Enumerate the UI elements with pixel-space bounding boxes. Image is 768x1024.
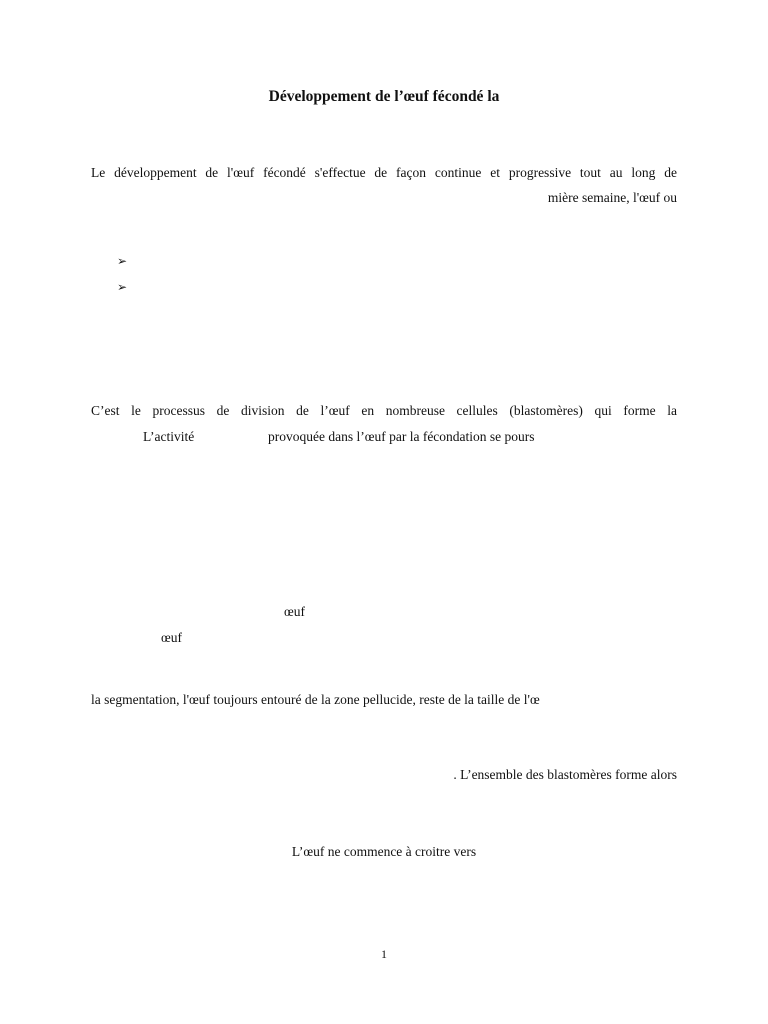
paragraph-3: la segmentation, l'œuf toujours entouré de la zone pellucide, reste de la taille de l'œ	[91, 692, 540, 707]
paragraph-2-line-2: provoquée dans l’œuf par la fécondation se pours	[268, 429, 535, 444]
paragraph-2-activity-word: L’activité	[143, 429, 195, 444]
bullet-arrow-icon-1: ➢	[117, 254, 128, 268]
fragment-oeuf-1: œuf	[284, 604, 305, 619]
paragraph-2-line-1: C’est le processus de division de l’œuf en nombreuse cellules (blastomères) qui forme la	[91, 403, 677, 418]
paragraph-4: . L’ensemble des blastomères forme alors	[453, 767, 677, 782]
document-title: Développement de l’œuf fécondé la	[268, 88, 500, 105]
paragraph-1-line-1: Le développement de l'œuf fécondé s'effectue de façon continue et progressive tout au long de	[91, 165, 677, 180]
fragment-oeuf-2: œuf	[161, 630, 182, 645]
bullet-arrow-icon-2: ➢	[117, 280, 128, 294]
paragraph-5: L’œuf ne commence à croitre vers	[291, 844, 477, 859]
page-number: 1	[381, 947, 387, 961]
paragraph-1-line-2: mière semaine, l'œuf ou	[547, 190, 677, 205]
